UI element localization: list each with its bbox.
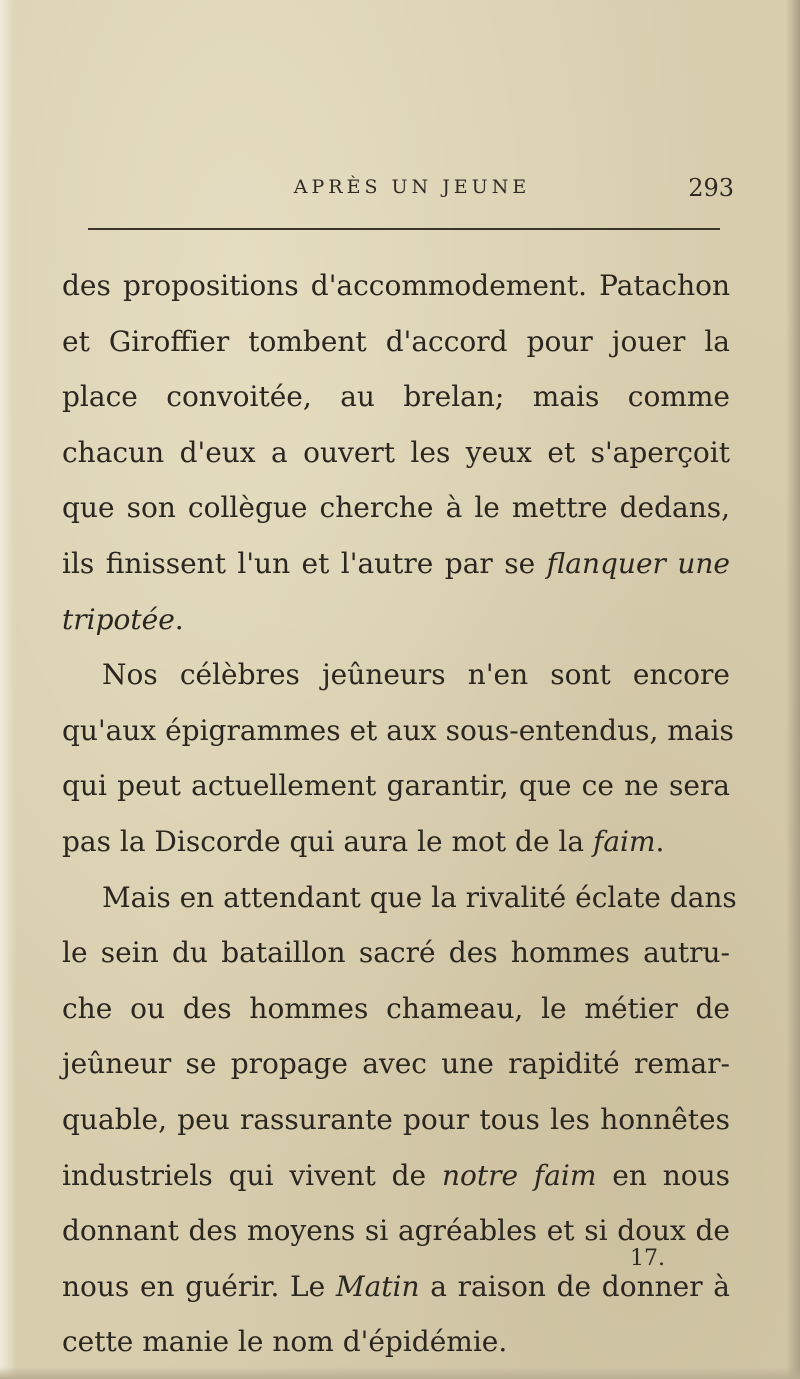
text-line: que son collègue cherche à le mettre dedans, <box>62 491 730 525</box>
text-run: nous en guérir. Le <box>62 1269 336 1303</box>
page-right-shadow <box>786 0 800 1379</box>
italic-run: flanquer une <box>546 546 730 580</box>
italic-run: notre faim <box>441 1158 597 1192</box>
running-head <box>90 176 734 206</box>
text-run: en nous <box>596 1158 730 1192</box>
body-text <box>62 258 737 1370</box>
signature-mark: 17. <box>630 1246 665 1271</box>
text-line: jeûneur se propage avec une rapidité remar- <box>62 1047 730 1081</box>
text-line: Nos célèbres jeûneurs n'en sont encore <box>102 658 730 692</box>
text-line: cette manie le nom d'épidémie. <box>62 1325 508 1359</box>
text-line: chacun d'eux a ouvert les yeux et s'aperçoit <box>62 435 730 469</box>
text-run: a raison de donner à <box>419 1269 730 1303</box>
text-line: che ou des hommes chameau, le métier de <box>62 991 730 1025</box>
header-rule <box>88 228 720 230</box>
text-line: qui peut actuellement garantir, que ce ne sera <box>62 769 730 803</box>
italic-run: Matin <box>335 1269 420 1303</box>
text-run: . <box>174 602 184 636</box>
text-line: place convoitée, au brelan; mais comme <box>62 380 730 414</box>
text-line: donnant des moyens si agréables et si doux de <box>62 1214 730 1248</box>
text-line: des propositions d'accommodement. Patachon <box>62 269 730 302</box>
text-run: . <box>655 824 665 858</box>
text-line: qu'aux épigrammes et aux sous-entendus, mais <box>62 713 734 747</box>
text-run: ils finissent l'un et l'autre par se <box>62 546 547 580</box>
page-left-edge <box>0 0 16 1379</box>
page-number: 293 <box>688 174 734 202</box>
text-line <box>62 1148 730 1204</box>
text-line: Mais en attendant que la rivalité éclate dans <box>102 880 737 914</box>
text-line <box>62 592 730 648</box>
running-title: APRÈS UN JEUNE <box>293 176 531 198</box>
text-line: quable, peu rassurante pour tous les honnêtes <box>62 1102 730 1136</box>
italic-run: faim <box>592 824 656 858</box>
text-run: industriels qui vivent de <box>62 1158 442 1192</box>
text-line <box>62 536 730 592</box>
text-line: le sein du bataillon sacré des hommes autru- <box>62 936 730 970</box>
italic-run: tripotée <box>62 602 175 636</box>
text-line: et Giroffier tombent d'accord pour jouer la <box>62 324 730 358</box>
text-line <box>62 814 730 870</box>
text-run: pas la Discorde qui aura le mot de la <box>62 824 593 858</box>
